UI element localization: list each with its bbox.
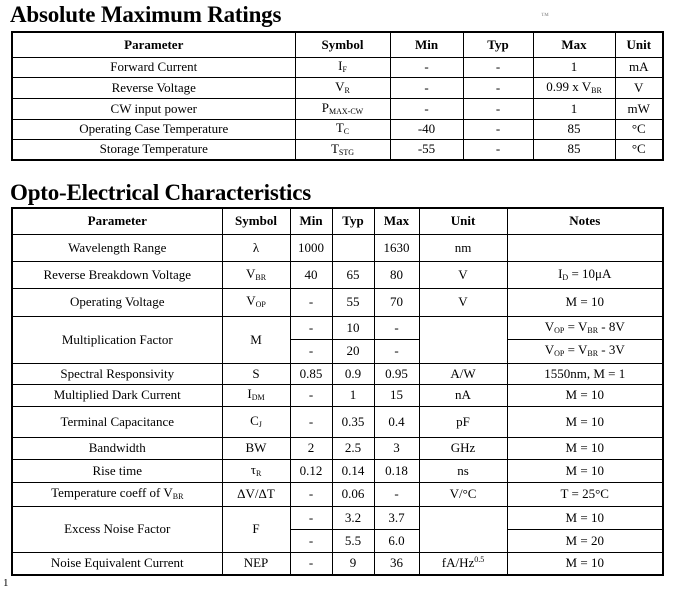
col-header: Unit xyxy=(615,32,663,57)
col-header: Symbol xyxy=(295,32,390,57)
cell-parameter: Terminal Capacitance xyxy=(12,406,222,437)
cell-parameter: Operating Case Temperature xyxy=(12,119,295,139)
cell-min: - xyxy=(290,482,332,506)
table-row xyxy=(12,119,663,139)
cell-unit: A/W xyxy=(419,363,507,384)
cell-min: - xyxy=(290,552,332,575)
cell-symbol: $I_F$ xyxy=(295,57,390,77)
page-number: 1 xyxy=(3,577,9,589)
cell-max: 70 xyxy=(374,288,419,316)
cell-parameter: Excess Noise Factor xyxy=(12,506,222,552)
cell-min: - xyxy=(390,57,463,77)
cell-unit: V/°C xyxy=(419,482,507,506)
cell-unit: °C xyxy=(615,119,663,139)
cell-symbol: $V_{BR}$ xyxy=(222,261,290,288)
cell-parameter: Rise time xyxy=(12,459,222,482)
cell-parameter: Reverse Voltage xyxy=(12,77,295,98)
cell-unit: nm xyxy=(419,234,507,261)
cell-symbol: M xyxy=(222,316,290,363)
cell-typ: 0.14 xyxy=(332,459,374,482)
cell-unit: GHz xyxy=(419,437,507,459)
cell-max: 0.95 xyxy=(374,363,419,384)
cell-typ: 3.2 xyxy=(332,506,374,529)
cell-notes: M = 10 xyxy=(507,552,663,575)
col-header: Max xyxy=(533,32,615,57)
cell-min: - xyxy=(290,288,332,316)
cell-notes: $I_D = 10\mu A$ xyxy=(507,261,663,288)
cell-max: 80 xyxy=(374,261,419,288)
cell-parameter: Storage Temperature xyxy=(12,139,295,160)
table-row xyxy=(12,384,663,406)
col-header: Unit xyxy=(419,208,507,234)
col-header: Notes xyxy=(507,208,663,234)
cell-min: - xyxy=(390,98,463,119)
cell-min: 40 xyxy=(290,261,332,288)
cell-parameter: Bandwidth xyxy=(12,437,222,459)
table-row xyxy=(12,139,663,160)
table-row xyxy=(12,234,663,261)
cell-symbol: λ xyxy=(222,234,290,261)
cell-min: - xyxy=(290,316,332,339)
col-header: Min xyxy=(290,208,332,234)
table-row xyxy=(12,288,663,316)
table-row xyxy=(12,506,663,529)
cell-max: 0.18 xyxy=(374,459,419,482)
cell-unit xyxy=(419,316,507,363)
cell-typ: 55 xyxy=(332,288,374,316)
cell-parameter: CW input power xyxy=(12,98,295,119)
cell-unit: V xyxy=(615,77,663,98)
table-row xyxy=(12,77,663,98)
corner-mark: ™ xyxy=(541,11,549,20)
cell-max: 1630 xyxy=(374,234,419,261)
table-row xyxy=(12,57,663,77)
cell-parameter: Operating Voltage xyxy=(12,288,222,316)
cell-typ: 5.5 xyxy=(332,529,374,552)
cell-unit xyxy=(419,506,507,552)
cell-typ: 20 xyxy=(332,339,374,363)
cell-typ: - xyxy=(463,57,533,77)
table-header-row xyxy=(12,208,663,234)
table-row xyxy=(12,363,663,384)
table-row xyxy=(12,482,663,506)
cell-unit: ns xyxy=(419,459,507,482)
cell-notes xyxy=(507,234,663,261)
col-header: Min xyxy=(390,32,463,57)
col-header: Typ xyxy=(332,208,374,234)
table-row xyxy=(12,437,663,459)
cell-symbol: NEP xyxy=(222,552,290,575)
cell-parameter: Spectral Responsivity xyxy=(12,363,222,384)
cell-max: 1 xyxy=(533,57,615,77)
cell-notes: M = 10 xyxy=(507,437,663,459)
cell-notes: T = 25°C xyxy=(507,482,663,506)
cell-parameter: Forward Current xyxy=(12,57,295,77)
cell-parameter: Temperature coeff of $V_{BR}$ xyxy=(12,482,222,506)
cell-typ: 0.35 xyxy=(332,406,374,437)
cell-typ: 0.9 xyxy=(332,363,374,384)
cell-unit: $fA/Hz^{0.5}$ xyxy=(419,552,507,575)
cell-min: - xyxy=(290,406,332,437)
cell-symbol: $V_R$ xyxy=(295,77,390,98)
table-row xyxy=(12,459,663,482)
col-header: Max xyxy=(374,208,419,234)
cell-min: -40 xyxy=(390,119,463,139)
cell-parameter: Wavelength Range xyxy=(12,234,222,261)
cell-symbol: $C_J$ xyxy=(222,406,290,437)
cell-unit: mW xyxy=(615,98,663,119)
abs-max-table xyxy=(11,31,664,161)
table-header-row xyxy=(12,32,663,57)
cell-notes: M = 20 xyxy=(507,529,663,552)
cell-max: 36 xyxy=(374,552,419,575)
cell-parameter: Multiplied Dark Current xyxy=(12,384,222,406)
cell-min: - xyxy=(290,339,332,363)
table-row xyxy=(12,406,663,437)
cell-parameter: Multiplication Factor xyxy=(12,316,222,363)
cell-notes: $V_{OP} = V_{BR} - 8V$ xyxy=(507,316,663,339)
cell-min: 0.85 xyxy=(290,363,332,384)
cell-symbol: BW xyxy=(222,437,290,459)
cell-min: -55 xyxy=(390,139,463,160)
cell-max: - xyxy=(374,482,419,506)
cell-unit: nA xyxy=(419,384,507,406)
cell-notes: 1550nm, M = 1 xyxy=(507,363,663,384)
cell-max: 0.99 x $V_{BR}$ xyxy=(533,77,615,98)
cell-typ: - xyxy=(463,119,533,139)
cell-typ: 1 xyxy=(332,384,374,406)
cell-max: - xyxy=(374,316,419,339)
cell-min: 0.12 xyxy=(290,459,332,482)
cell-min: - xyxy=(290,529,332,552)
cell-typ: 65 xyxy=(332,261,374,288)
cell-max: 85 xyxy=(533,119,615,139)
cell-max: 3.7 xyxy=(374,506,419,529)
cell-unit: V xyxy=(419,261,507,288)
cell-typ: - xyxy=(463,77,533,98)
cell-min: 1000 xyxy=(290,234,332,261)
cell-unit: V xyxy=(419,288,507,316)
cell-typ xyxy=(332,234,374,261)
cell-notes: M = 10 xyxy=(507,288,663,316)
cell-typ: 0.06 xyxy=(332,482,374,506)
col-header: Typ xyxy=(463,32,533,57)
cell-typ: - xyxy=(463,139,533,160)
cell-symbol: $T_{STG}$ xyxy=(295,139,390,160)
cell-notes: M = 10 xyxy=(507,406,663,437)
cell-symbol: ΔV/ΔT xyxy=(222,482,290,506)
cell-max: 15 xyxy=(374,384,419,406)
cell-unit: °C xyxy=(615,139,663,160)
opto-table xyxy=(11,207,664,576)
cell-typ: 10 xyxy=(332,316,374,339)
cell-symbol: $V_{OP}$ xyxy=(222,288,290,316)
cell-unit: pF xyxy=(419,406,507,437)
table-row xyxy=(12,98,663,119)
table-row xyxy=(12,261,663,288)
cell-notes: $V_{OP} = V_{BR} - 3V$ xyxy=(507,339,663,363)
cell-parameter: Reverse Breakdown Voltage xyxy=(12,261,222,288)
col-header: Symbol xyxy=(222,208,290,234)
cell-parameter: Noise Equivalent Current xyxy=(12,552,222,575)
abs-max-title: Absolute Maximum Ratings xyxy=(10,2,282,27)
cell-symbol: S xyxy=(222,363,290,384)
table-row xyxy=(12,316,663,339)
cell-symbol: F xyxy=(222,506,290,552)
cell-max: 3 xyxy=(374,437,419,459)
cell-symbol: $T_C$ xyxy=(295,119,390,139)
cell-min: - xyxy=(290,384,332,406)
cell-notes: M = 10 xyxy=(507,459,663,482)
cell-min: 2 xyxy=(290,437,332,459)
cell-typ: - xyxy=(463,98,533,119)
cell-typ: 2.5 xyxy=(332,437,374,459)
cell-max: 1 xyxy=(533,98,615,119)
table-row xyxy=(12,552,663,575)
cell-symbol: $P_{MAX-CW}$ xyxy=(295,98,390,119)
col-header: Parameter xyxy=(12,208,222,234)
opto-title: Opto-Electrical Characteristics xyxy=(10,180,311,205)
cell-unit: mA xyxy=(615,57,663,77)
cell-notes: M = 10 xyxy=(507,384,663,406)
cell-max: 85 xyxy=(533,139,615,160)
col-header: Parameter xyxy=(12,32,295,57)
cell-symbol: $I_{DM}$ xyxy=(222,384,290,406)
cell-max: 6.0 xyxy=(374,529,419,552)
cell-max: 0.4 xyxy=(374,406,419,437)
cell-typ: 9 xyxy=(332,552,374,575)
cell-min: - xyxy=(290,506,332,529)
cell-max: - xyxy=(374,339,419,363)
cell-notes: M = 10 xyxy=(507,506,663,529)
cell-symbol: $\tau_R$ xyxy=(222,459,290,482)
cell-min: - xyxy=(390,77,463,98)
